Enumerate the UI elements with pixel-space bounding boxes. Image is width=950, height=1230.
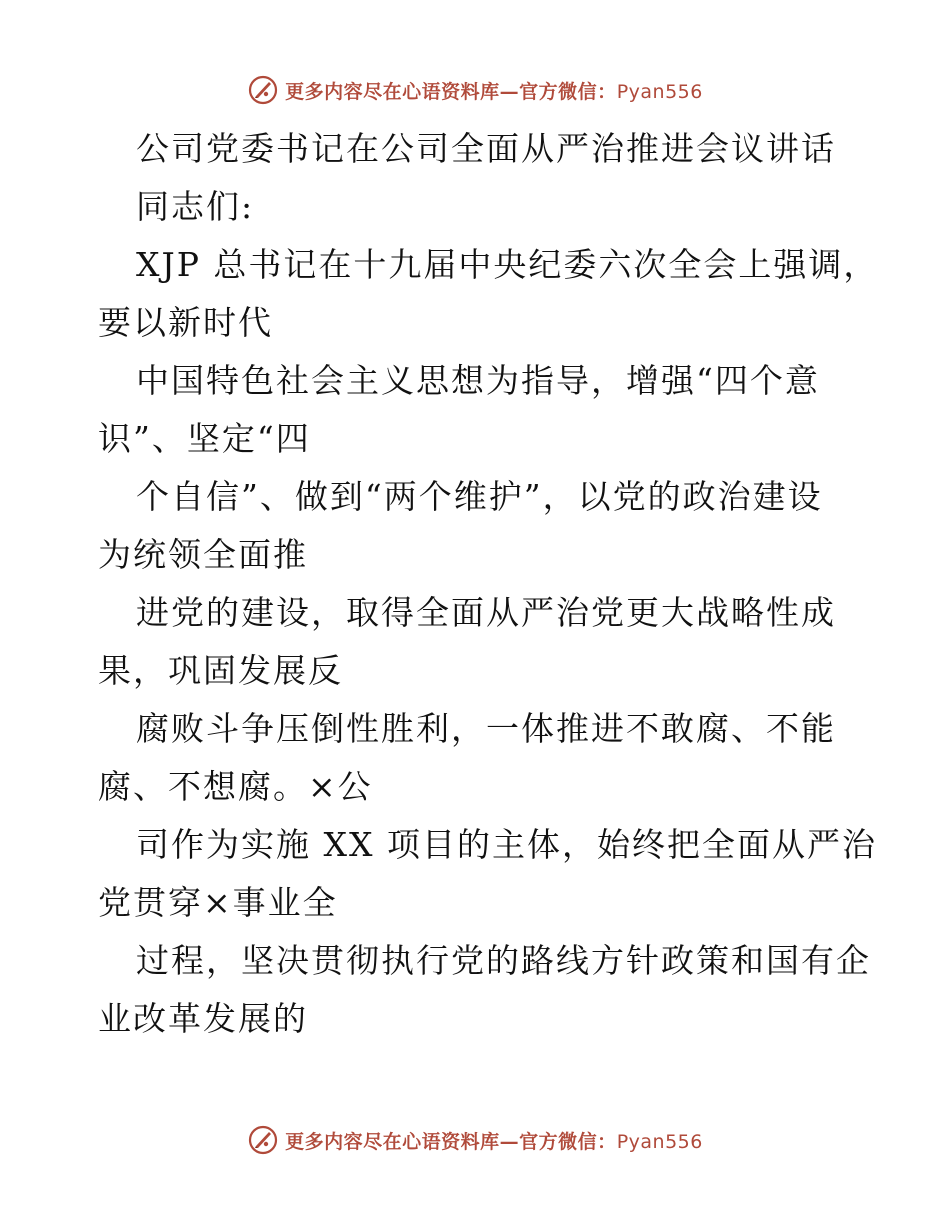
footer-site-text: 更多内容尽在心语资料库 [285,1130,500,1153]
body-line: 个自信”、做到“两个维护”，以党的政治建设 [136,477,823,516]
header-wechat-id: Pyan556 [616,80,703,103]
footer-text [285,1127,703,1154]
header-wechat-label: 官方微信： [519,80,617,103]
footer-wechat-label: 官方微信： [519,1130,617,1153]
body-line: 识”、坚定“四 [98,419,311,458]
body-line: 腐、不想腐。×公 [98,767,373,806]
body-line: 果，巩固发展反 [98,651,343,690]
footer-banner [0,1120,950,1160]
body-line: 党贯穿×事业全 [98,883,338,922]
header-dash: — [499,80,520,103]
header-text [285,77,703,104]
body-line: 司作为实施 XX 项目的主体，始终把全面从严治 [136,825,877,864]
header-banner [0,70,950,110]
body-line: 同志们: [136,187,255,226]
body-line: 业改革发展的 [98,999,308,1038]
body-line: 过程，坚决贯彻执行党的路线方针政策和国有企 [136,941,871,980]
quill-logo-icon [247,1124,279,1156]
body-line: 要以新时代 [98,303,273,342]
body-line: 中国特色社会主义思想为指导，增强“四个意 [136,361,820,400]
body-line: 进党的建设，取得全面从严治党更大战略性成 [136,593,836,632]
body-line: XJP 总书记在十九届中央纪委六次全会上强调， [136,245,879,284]
body-line: 为统领全面推 [98,535,308,574]
document-body [98,120,879,1048]
header-site-text: 更多内容尽在心语资料库 [285,80,500,103]
footer-wechat-id: Pyan556 [616,1130,703,1153]
body-line: 腐败斗争压倒性胜利，一体推进不敢腐、不能 [136,709,836,748]
footer-dash: — [499,1130,520,1153]
quill-logo-icon [247,74,279,106]
document-title: 公司党委书记在公司全面从严治推进会议讲话 [136,129,836,168]
